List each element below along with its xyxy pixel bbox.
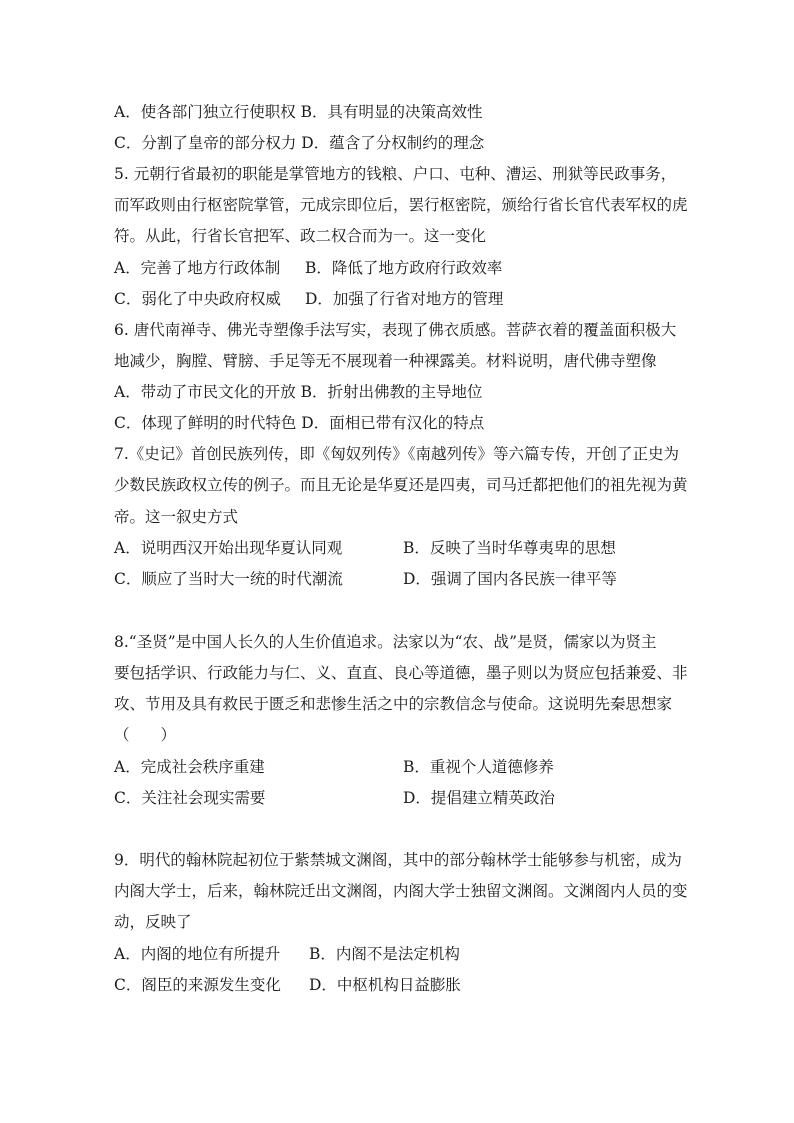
- q9-stem-line1: 9．明代的翰林院起初位于紫禁城文渊阁，其中的部分翰林学士能够参与机密，成为: [114, 851, 682, 869]
- q9-option-d: D．中枢机构日益膨胀: [309, 976, 461, 994]
- q6-options-ab: A．带动了市民文化的开放 B．折射出佛教的主导地位: [114, 383, 483, 401]
- q5-option-b: B．降低了地方政府行政效率: [305, 259, 503, 277]
- q7-stem-line2: 少数民族政权立传的例子。而且无论是华夏还是四夷，司马迁都把他们的祖先视为黄: [114, 476, 688, 494]
- q7-option-c: C．顺应了当时大一统的时代潮流: [114, 570, 343, 588]
- q6-stem-line1: 6. 唐代南禅寺、佛光寺塑像手法写实，表现了佛衣质感。菩萨衣着的覆盖面积极大: [114, 321, 677, 339]
- q8-option-d: D．提倡建立精英政治: [403, 789, 555, 807]
- q9-stem-line2: 内阁大学士，后来，翰林院迁出文渊阁，内阁大学士独留文渊阁。文渊阁内人员的变: [114, 882, 688, 900]
- q4-options-ab: A．使各部门独立行使职权 B．具有明显的决策高效性: [114, 103, 483, 121]
- q8-option-a: A．完成社会秩序重建: [114, 758, 265, 776]
- q8-stem-line2: 要包括学识、行政能力与仁、义、直直、良心等道德，墨子则以为贤应包括兼爱、非: [114, 664, 688, 682]
- q7-option-d: D．强调了国内各民族一律平等: [403, 570, 617, 588]
- q9-option-c: C．阁臣的来源发生变化: [114, 976, 281, 994]
- q7-stem-line1: 7.《史记》首创民族列传，即《匈奴列传》《南越列传》等六篇专传，开创了正史为: [114, 445, 680, 463]
- q8-answer-blank: （ ）: [114, 726, 177, 744]
- q8-stem-line3: 攻、节用及具有救民于匮乏和悲惨生活之中的宗教信念与使命。这说明先秦思想家: [114, 695, 673, 713]
- q9-stem-line3: 动，反映了: [114, 913, 192, 931]
- q5-option-c: C．弱化了中央政府权威: [114, 290, 281, 308]
- q8-option-b: B．重视个人道德修养: [403, 758, 554, 776]
- q8-stem-line1: 8.“圣贤”是中国人长久的人生价值追求。法家以为“农、战”是贤，儒家以为贤主: [114, 633, 657, 651]
- q6-stem-line2: 地减少，胸膛、臂膀、手足等无不展现着一种裸露美。材料说明，唐代佛寺塑像: [114, 352, 657, 370]
- q5-option-a: A．完善了地方行政体制: [114, 259, 281, 277]
- q6-options-cd: C．体现了鲜明的时代特色 D．面相已带有汉化的特点: [114, 414, 485, 432]
- q5-stem-line1: 5. 元朝行省最初的职能是掌管地方的钱粮、户口、屯种、漕运、刑狱等民政事务，: [114, 165, 677, 183]
- q4-options-cd: C．分割了皇帝的部分权力 D．蕴含了分权制约的理念: [114, 134, 485, 152]
- q5-option-d: D．加强了行省对地方的管理: [305, 290, 504, 308]
- q7-option-b: B．反映了当时华尊夷卑的思想: [403, 539, 616, 557]
- q8-option-c: C．关注社会现实需要: [114, 789, 266, 807]
- q9-option-a: A．内阁的地位有所提升: [114, 945, 281, 963]
- q7-option-a: A．说明西汉开始出现华夏认同观: [114, 539, 343, 557]
- q7-stem-line3: 帝。这一叙史方式: [114, 508, 239, 526]
- q9-option-b: B．内阁不是法定机构: [309, 945, 460, 963]
- q5-stem-line3: 符。从此，行省长官把军、政二权合而为一。这一变化: [114, 227, 487, 245]
- q5-stem-line2: 而军政则由行枢密院掌管，元成宗即位后，罢行枢密院，颁给行省长官代表军权的虎: [114, 196, 688, 214]
